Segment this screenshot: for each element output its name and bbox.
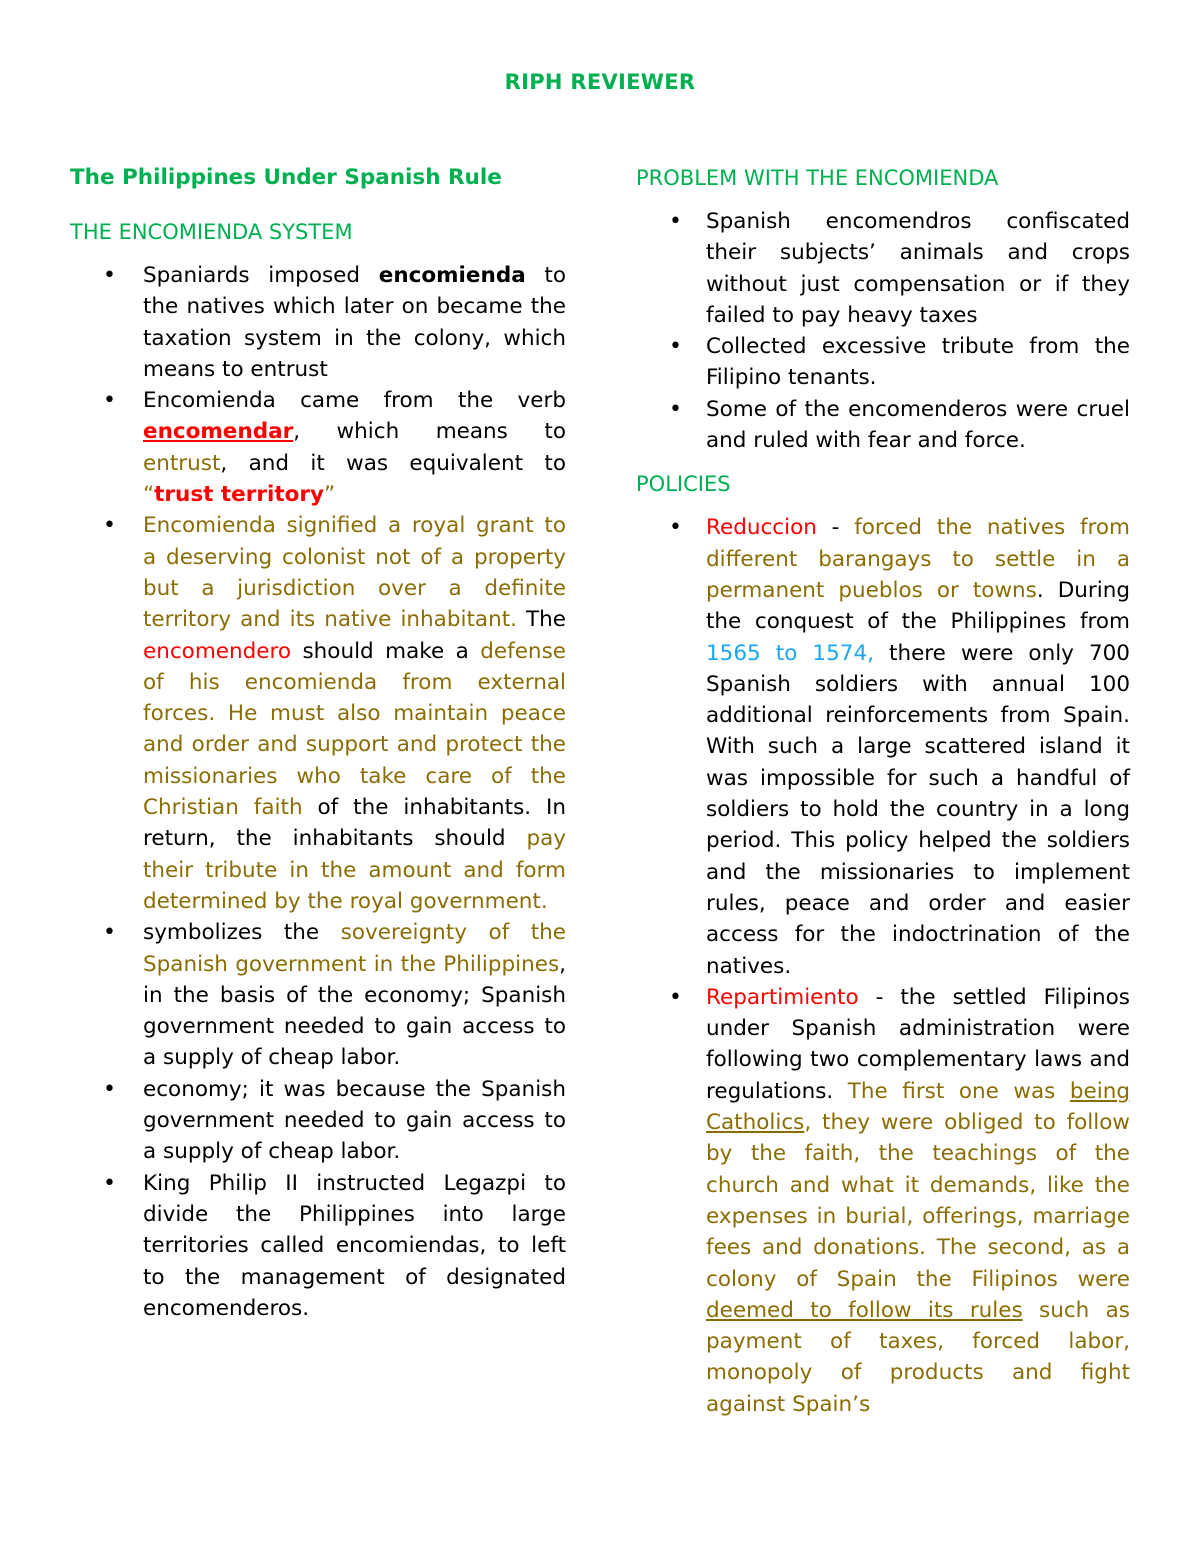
list-item: • Encomienda came from the verb encomendar, which means to entrust, and it was equivalent to “trust territory” — [70, 385, 566, 510]
right-column — [636, 160, 1130, 1430]
list-item: • Spaniards imposed encomienda to the natives which later on became the taxation system in the colony, which means to entrust — [70, 260, 566, 385]
subheading-problem: PROBLEM WITH THE ENCOMIENDA — [636, 166, 999, 190]
problem-list — [636, 206, 1130, 456]
list-item: • Some of the encomenderos were cruel and ruled with fear and force. — [636, 394, 1130, 457]
subheading-policies: POLICIES — [636, 472, 731, 497]
section-heading: The Philippines Under Spanish Rule — [70, 165, 502, 190]
list-item: • King Philip II instructed Legazpi to divide the Philippines into large territories called encomiendas, to left to the management of designated encomenderos. — [70, 1168, 566, 1324]
left-column — [70, 160, 566, 1334]
subheading-encomienda-system: THE ENCOMIENDA SYSTEM — [70, 220, 353, 244]
list-item: • symbolizes the sovereignty of the Spanish government in the Philippines, in the basis of the economy; Spanish government needed to gain access to a supply of cheap labor. — [70, 917, 566, 1073]
policies-list — [636, 512, 1130, 1420]
list-item: • economy; it was because the Spanish government needed to gain access to a supply of cheap labor. — [70, 1074, 566, 1168]
list-item: • Encomienda signified a royal grant to a deserving colonist not of a property but a jurisdiction over a definite territory and its native inhabitant. The encomendero should make a defense of his encomienda from external forces. He must also maintain peace and order and support and protect the missionaries who take care of the Christian faith of the inhabitants. In return, the inhabitants should pay their tribute in the amount and form determined by the royal government. — [70, 510, 566, 917]
document-title: RIPH REVIEWER — [504, 70, 696, 94]
encomienda-list — [70, 260, 566, 1324]
list-item: • Reduccion - forced the natives from different barangays to settle in a permanent pueblos or towns. During the conquest of the Philippines from 1565 to 1574, there were only 700 Spanish soldiers with annual 100 additional reinforcements from Spain. With such a large scattered island it was impossible for such a handful of soldiers to hold the country in a long period. This policy helped the soldiers and the missionaries to implement rules, peace and order and easier access for the indoctrination of the natives. — [636, 512, 1130, 981]
list-item: • Collected excessive tribute from the Filipino tenants. — [636, 331, 1130, 394]
list-item: • Spanish encomendros confiscated their subjects’ animals and crops without just compensation or if they failed to pay heavy taxes — [636, 206, 1130, 331]
list-item: • Repartimiento - the settled Filipinos under Spanish administration were following two complementary laws and regulations. The first one was being Catholics, they were obliged to follow by the faith, the teachings of the church and what it demands, like the expenses in burial, offerings, marriage fees and donations. The second, as a colony of Spain the Filipinos were deemed to follow its rules such as payment of taxes, forced labor, monopoly of products and fight against Spain’s — [636, 982, 1130, 1420]
